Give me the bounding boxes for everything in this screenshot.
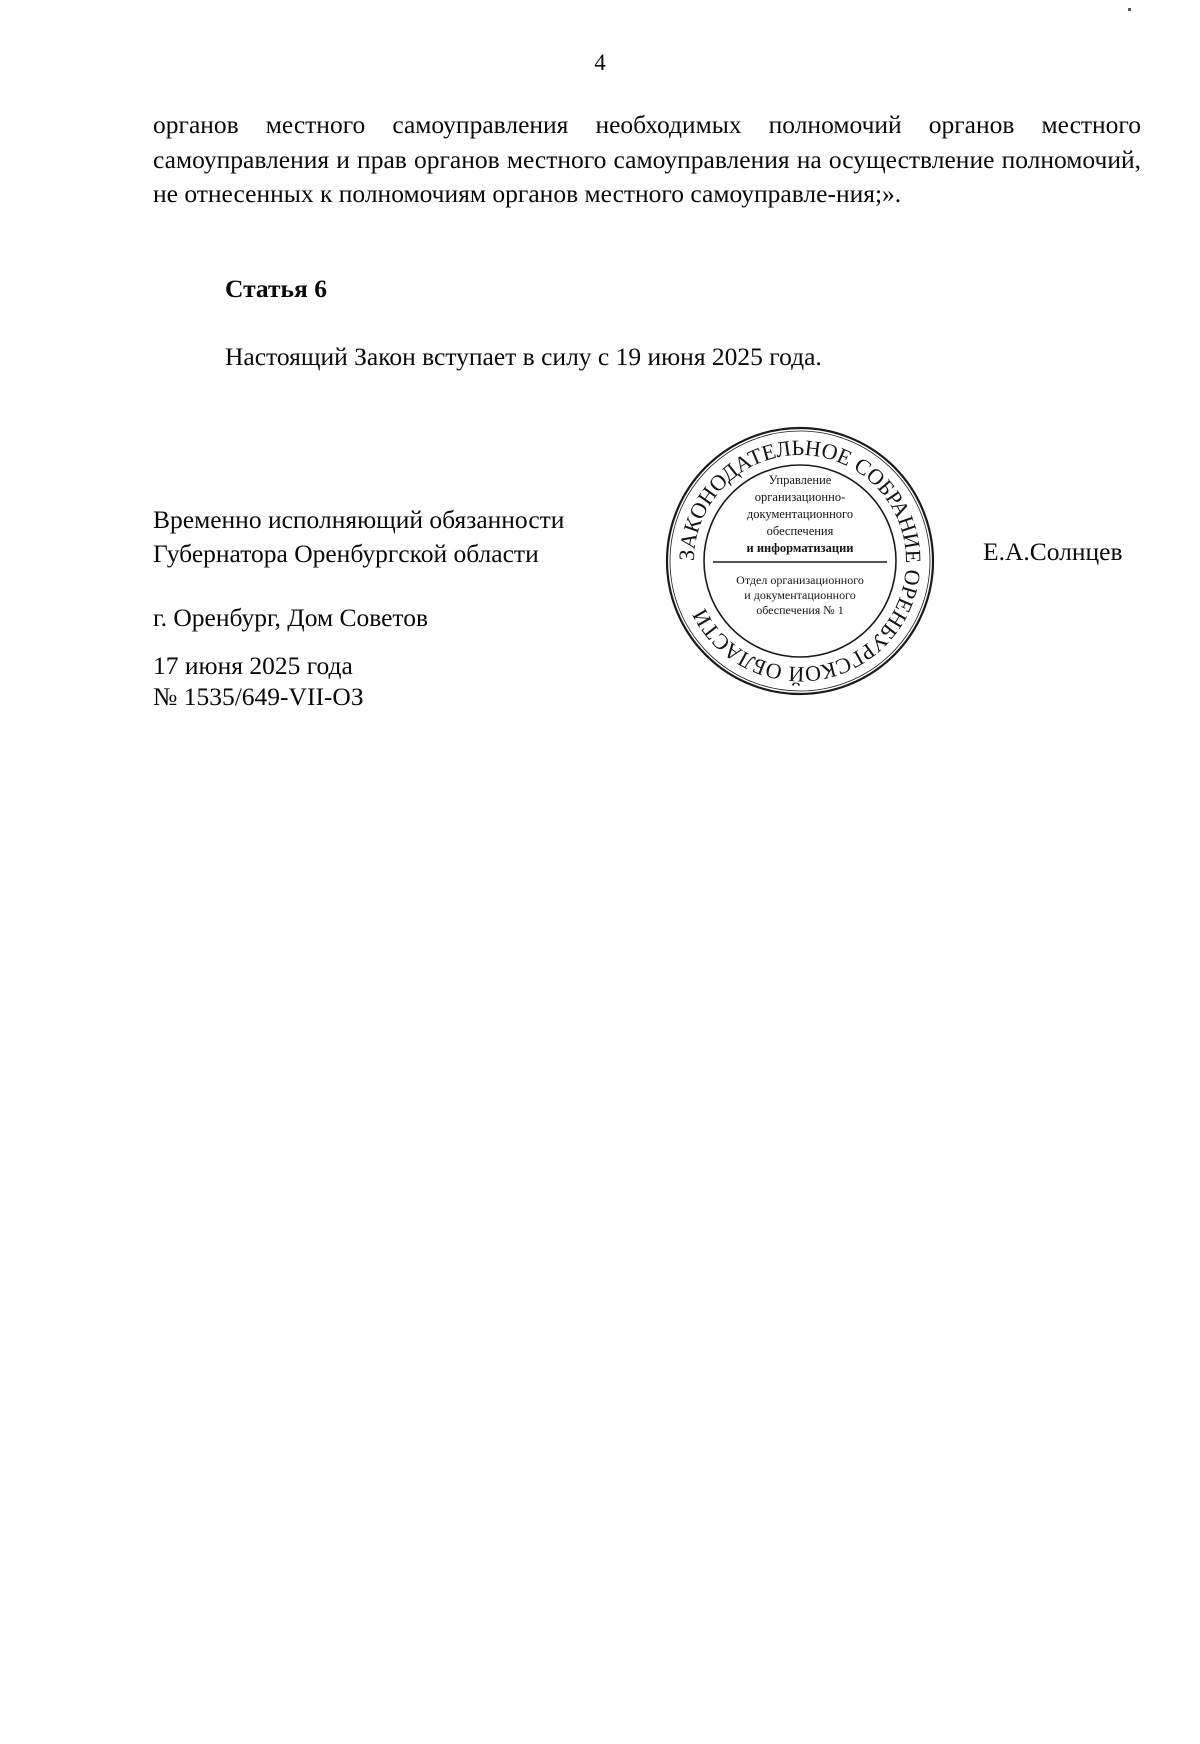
page-number: 4: [594, 50, 606, 75]
stamp-ring-text-path: ЗАКОНОДАТЕЛЬНОЕ СОБРАНИЕ ОРЕНБУРГСКОЙ ОБЛАСТИ: [673, 434, 927, 688]
stamp-upper-line-1: Управление: [768, 473, 832, 487]
stamp-outer-ring-inner-line: [670, 431, 930, 691]
signing-place: г. Оренбург, Дом Советов: [153, 603, 429, 632]
stamp-center-text: [713, 473, 887, 617]
stamp-outer-ring: [667, 428, 933, 694]
signing-date: 17 июня 2025 года: [153, 651, 353, 680]
signatory-title-line-2: Губернатора Оренбургской области: [153, 539, 539, 568]
signatory-title-line-1: Временно исполняющий обязанности: [153, 505, 565, 534]
signatory-name: Е.А.Солнцев: [983, 537, 1123, 566]
scan-speck: [1128, 8, 1131, 11]
stamp-graphic: [663, 424, 937, 698]
stamp-lower-line-2: и документационного: [744, 588, 856, 602]
body-paragraph: органов местного самоуправления необходимых полномочий органов местного самоуправления и прав органов местного самоуправления на осуществление полномочий, не отнесенных к полномочиям органов местного самоуправле-ния;».: [153, 110, 1141, 208]
stamp-upper-line-2: организационно-: [754, 490, 846, 504]
stamp-upper-line-3: документационного: [746, 507, 854, 521]
stamp-upper-line-4: обеспечения: [766, 524, 834, 538]
law-number: № 1535/649-VII-ОЗ: [153, 682, 364, 711]
stamp-upper-line-5: и информатизации: [746, 541, 854, 555]
article-heading: Статья 6: [225, 274, 327, 303]
article-body: Настоящий Закон вступает в силу с 19 июня 2025 года.: [225, 342, 822, 371]
stamp-lower-line-1: Отдел организационного: [736, 573, 864, 587]
date-block: [153, 650, 364, 712]
signatory-title: [153, 503, 564, 571]
official-stamp: [663, 424, 937, 698]
stamp-lower-line-3: обеспечения № 1: [756, 603, 844, 617]
